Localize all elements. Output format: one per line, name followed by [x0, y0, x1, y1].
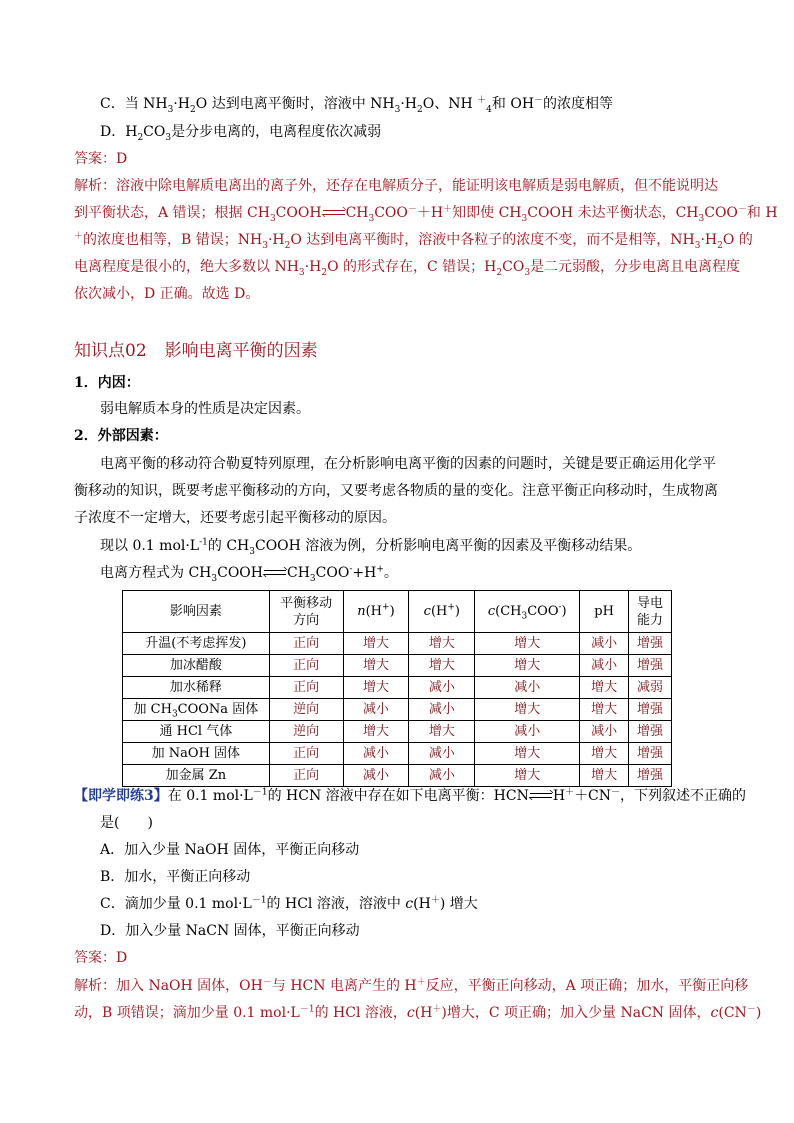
- table-cell-value: 增强: [629, 721, 672, 743]
- table-cell-value: 增大: [475, 765, 580, 787]
- header-conductivity: 导电 能力: [629, 591, 672, 633]
- table-cell-value: 减小: [343, 765, 409, 787]
- table-row: [123, 765, 672, 787]
- equilibrium-arrow-icon: [530, 791, 552, 801]
- table-cell-value: 减小: [409, 699, 475, 721]
- external-heading: 2．外部因素：: [74, 428, 168, 444]
- paragraph-line: 衡移动的知识，既要考虑平衡移动的方向，又要考虑各物质的量的变化。注意平衡正向移动时，生成物离: [74, 483, 718, 499]
- table-cell-value: 正向: [269, 765, 343, 787]
- table-cell-value: 增大: [343, 633, 409, 655]
- table-cell-value: 增强: [629, 765, 672, 787]
- table-cell-value: 逆向: [269, 721, 343, 743]
- header-c-h: c(H+): [409, 591, 475, 633]
- practice-option-d: D．加入少量 NaCN 固体，平衡正向移动: [100, 923, 360, 939]
- table-cell-value: 减弱: [629, 677, 672, 699]
- table-cell-value: 增大: [475, 633, 580, 655]
- internal-text: 弱电解质本身的性质是决定因素。: [100, 401, 310, 417]
- explanation-line: 解析：溶液中除电解质电离出的离子外，还存在电解质分子，能证明该电解质是弱电解质，但不能说明达: [74, 178, 718, 194]
- table-cell-factor: 通 HCl 气体: [123, 721, 270, 743]
- table-cell-value: 增大: [409, 655, 475, 677]
- table-cell-value: 增大: [475, 655, 580, 677]
- table-cell-value: 增大: [475, 699, 580, 721]
- table-cell-value: 减小: [580, 721, 629, 743]
- paragraph-line: 电离平衡的移动符合勒夏特列原理，在分析影响电离平衡的因素的问题时，关键是要正确运用化学平: [100, 456, 716, 472]
- explanation-line: ＋的浓度也相等，B 错误；$NH_3\cdot H_2O$ 达到电离平衡时，溶液中各粒子的浓度不变，而不是相等，$NH_3\cdot H_2O$ 的: [74, 231, 753, 251]
- table-cell-value: 减小: [343, 699, 409, 721]
- table-row: [123, 677, 672, 699]
- header-n-h: n(H+): [343, 591, 409, 633]
- header-shift: 平衡移动 方向: [269, 591, 343, 633]
- paragraph-line: 子浓度不一定增大，还要考虑引起平衡移动的原因。: [74, 510, 396, 526]
- answer: 答案：D: [74, 151, 128, 167]
- header-c-acetate: $c(CH_3COO^-)$: [475, 591, 580, 633]
- practice-answer: 答案：D: [74, 950, 128, 966]
- table-cell-value: 增强: [629, 633, 672, 655]
- table-cell-value: 正向: [269, 633, 343, 655]
- header-factor: 影响因素: [123, 591, 270, 633]
- equilibrium-factors-table: [122, 590, 672, 787]
- table-cell-factor: 加冰醋酸: [123, 655, 270, 677]
- table-cell-value: 减小: [409, 765, 475, 787]
- table-cell-value: 减小: [475, 721, 580, 743]
- table-cell-value: 增大: [343, 721, 409, 743]
- table-cell-value: 正向: [269, 655, 343, 677]
- table-cell-value: 减小: [409, 677, 475, 699]
- table-cell-value: 增强: [629, 743, 672, 765]
- table-cell-value: 增大: [580, 765, 629, 787]
- practice-explanation-line: 动，B 项错误；滴加少量 0.1 $mol\cdot L^{-1}$的 HCl 溶液，c(H＋)增大，C 项正确；加入少量 NaCN 固体，c(CN－): [74, 1004, 762, 1021]
- table-cell-value: 增大: [580, 677, 629, 699]
- table-cell-value: 减小: [475, 677, 580, 699]
- table-cell-value: 增大: [475, 743, 580, 765]
- section-heading: 知识点02 影响电离平衡的因素: [74, 341, 318, 361]
- table-cell-value: 正向: [269, 743, 343, 765]
- table-cell-value: 减小: [580, 655, 629, 677]
- table-cell-value: 增强: [629, 655, 672, 677]
- table-cell-value: 增大: [343, 655, 409, 677]
- practice-option-a: A．加入少量 NaOH 固体，平衡正向移动: [100, 842, 360, 858]
- equilibrium-arrow-icon: [264, 568, 286, 578]
- table-header-row: [123, 591, 672, 633]
- practice-question-cont: 是( ): [100, 815, 153, 831]
- table-cell-value: 逆向: [269, 699, 343, 721]
- table-row: [123, 633, 672, 655]
- table-cell-factor: 加 $CH_3COONa$ 固体: [123, 699, 270, 721]
- option-d: D．$H_2CO_3$是分步电离的，电离程度依次减弱: [100, 124, 382, 143]
- paragraph-line: 现以 0.1 $mol\cdot L^{-1}$的 $CH_3COOH$ 溶液为例，分析影响电离平衡的因素及平衡移动结果。: [100, 537, 642, 557]
- table-cell-value: 增大: [409, 721, 475, 743]
- table-cell-value: 增大: [580, 699, 629, 721]
- table-cell-value: 正向: [269, 677, 343, 699]
- table-row: [123, 699, 672, 721]
- explanation-line: 到平衡状态，A 错误；根据 $CH_3COOH$ $CH_3COO^-+H^+$知即使 $CH_3COOH$ 未达平衡状态，$CH_3COO^-$和 H: [74, 204, 778, 224]
- table-cell-value: 增大: [343, 677, 409, 699]
- table-row: [123, 721, 672, 743]
- table-cell-factor: 加 NaOH 固体: [123, 743, 270, 765]
- table-cell-value: 减小: [343, 743, 409, 765]
- ionization-equation: 电离方程式为 $CH_3COOH$ $CH_3COO^-+H^+$。: [100, 564, 398, 584]
- internal-heading: 1．内因：: [74, 375, 140, 391]
- table-row: [123, 743, 672, 765]
- table-cell-factor: 加金属 Zn: [123, 765, 270, 787]
- table-cell-value: 增大: [409, 633, 475, 655]
- table-cell-value: 增大: [580, 743, 629, 765]
- practice-option-b: B．加水，平衡正向移动: [100, 869, 251, 885]
- table-row: [123, 655, 672, 677]
- practice-question: 【即学即练3】在 0.1 $mol\cdot L^{-1}$的 HCN 溶液中存在如下电离平衡：HCN H＋＋CN－，下列叙述不正确的: [74, 787, 747, 804]
- explanation-line: 电离程度是很小的，绝大多数以 $NH_3\cdot H_2O$ 的形式存在，C 错误；$H_2CO_3$是二元弱酸，分步电离且电离程度: [74, 259, 741, 278]
- option-c: C．当 $NH_3\cdot H_2O$ 达到电离平衡时，溶液中 $NH_3\cdot H_2O$、NH ＋$_4$和 OH－的浓度相等: [100, 95, 614, 115]
- table-cell-value: 减小: [580, 633, 629, 655]
- table-cell-factor: 升温(不考虑挥发): [123, 633, 270, 655]
- table-cell-value: 增强: [629, 699, 672, 721]
- explanation-line: 依次减小，D 正确。故选 D。: [74, 286, 260, 302]
- practice-option-c: C．滴加少量 0.1 $mol\cdot L^{-1}$的 HCl 溶液，溶液中 c(H＋) 增大: [100, 895, 478, 912]
- practice-explanation-line: 解析：加入 NaOH 固体，OH－与 HCN 电离产生的 H＋反应，平衡正向移动，A 项正确；加水，平衡正向移: [74, 977, 749, 994]
- table-cell-value: 减小: [409, 743, 475, 765]
- header-ph: pH: [580, 591, 629, 633]
- equilibrium-arrow-icon: [323, 208, 345, 218]
- table-cell-factor: 加水稀释: [123, 677, 270, 699]
